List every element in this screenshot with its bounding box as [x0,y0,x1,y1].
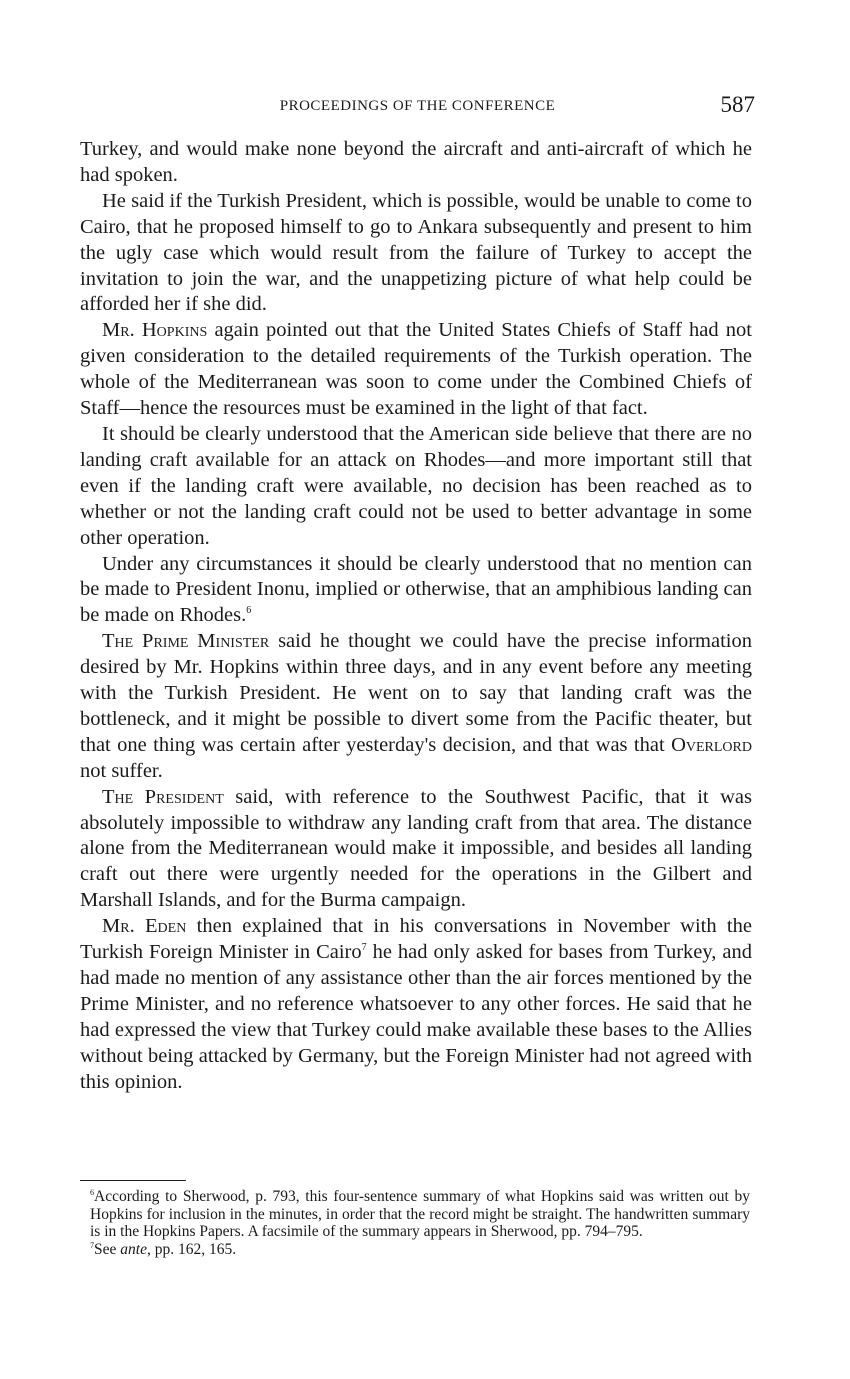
footnote-ref-6: 6 [246,605,252,617]
paragraph-8 [80,914,752,1095]
speaker-prime-minister: The Prime Minister [102,630,270,653]
overlord-term: Overlord [671,733,752,756]
paragraph-5-text: Under any circumstances it should be clearly understood that no mention can be made to President Inonu, implied or otherwise, that an amphibious landing can be made on Rhodes. [80,552,752,627]
paragraph-6-text: said he thought we could have the precise information desired by Mr. Hopkins within three days, and in any event before any meeting with the Turkish President. He went on to say that landing craft was the bottleneck, and it might be possible to divert some from the Pacific theater, but that one thing was certain after yesterday's decision, and that was that [80,630,752,756]
footnote-6-text: According to Sherwood, p. 793, this four-sentence summary of what Hopkins said was written out by Hopkins for inclusion in the minutes, in order that the record might be straight. The handwritten summary is in the Hopkins Papers. A facsimile of the summary appears in Sherwood, pp. 794–795. [90,1188,750,1240]
paragraph-4: It should be clearly understood that the American side believe that there are no landing craft available for an attack on Rhodes—and more important still that even if the landing craft were available, no decision has been reached as to whether or not the landing craft could not be used to better advantage in some other operation. [80,422,752,549]
paragraph-7-text: said, with reference to the Southwest Pacific, that it was absolutely impossible to withdraw any landing craft from that area. The distance alone from the Mediterranean would make it impossible, and besides all landing craft out there were urgently needed for the operations in the Gilbert and Marshall Islands, and for the Burma campaign. [80,785,752,912]
running-head [80,92,755,124]
paragraph-3-text: again pointed out that the United States Chiefs of Staff had not given consideration to the detailed requirements of the Turkish operation. The whole of the Mediterranean was soon to come under the Combined Chiefs of Staff—hence the resources must be examined in the light of that fact. [80,319,752,420]
paragraph-8-text-b: he had only asked for bases from Turkey, and had made no mention of any assistance other than the air forces mentioned by the Prime Minister, and no reference whatsoever to any other forces. He said that he had expressed the view that Turkey could make available these bases to the Allies without being attacked by Germany, but the Foreign Minister had not agreed with this opinion. [80,941,752,1093]
footnote-7-text-b: , pp. 162, 165. [146,1240,237,1258]
speaker-president: The President [102,785,224,808]
paragraph-1: Turkey, and would make none beyond the aircraft and anti-aircraft of which he had spoken. [80,138,752,186]
running-title: PROCEEDINGS OF THE CONFERENCE [279,98,556,114]
footnote-7-text-a: See [94,1240,121,1258]
footnote-7-mark: 7 [90,1240,94,1250]
paragraph-6-end: not suffer. [80,759,163,782]
speaker-hopkins: Mr. Hopkins [102,319,208,342]
speaker-eden: Mr. Eden [102,915,187,938]
paragraph-2: He said if the Turkish President, which is possible, would be unable to come to Cairo, that he proposed himself to go to Ankara subsequently and present to him the ugly case which would result from the failure of Turkey to accept the invitation to join the war, and the unappetizing picture of what help could be afforded her if she did. [80,189,752,316]
paragraph-6 [80,629,752,784]
paragraph-3 [80,318,752,422]
paragraph-5 [80,552,752,630]
paragraph-7 [80,785,752,915]
page-number: 587 [720,92,755,117]
footnotes [80,1188,750,1258]
footnote-divider [80,1180,186,1181]
footnote-6-mark: 6 [90,1188,94,1197]
footnote-ref-7: 7 [361,942,367,954]
footnote-7 [80,1241,750,1259]
paragraph-8-text-a: then explained that in his conversations in November with the Turkish Foreign Minister in Cairo [80,915,752,964]
body-text [80,137,752,1096]
footnote-7-ante: ante [120,1240,147,1258]
footnote-6 [80,1188,750,1241]
